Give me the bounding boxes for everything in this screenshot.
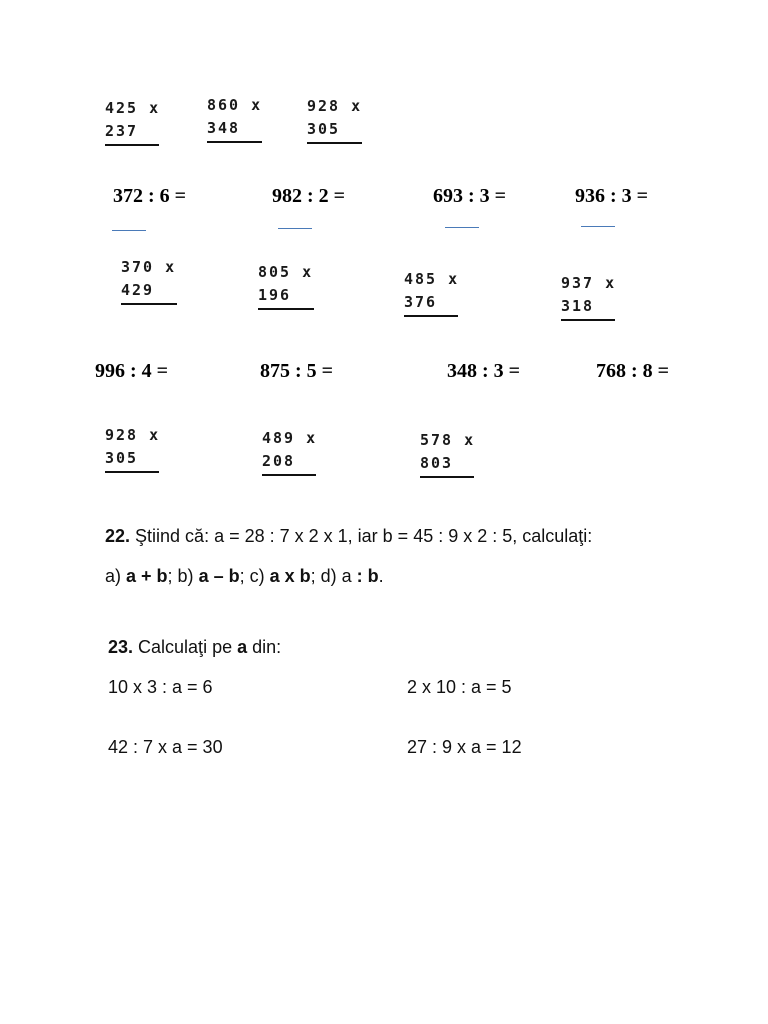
task-label: a) [105,566,127,586]
division-2-4: 768 : 8 = [596,360,670,382]
multiplicand: 425 x [105,99,161,117]
exercise-23-statement [108,637,281,658]
multiplicand: 937 x [561,274,617,292]
equation-4: 27 : 9 x a = 12 [407,737,522,757]
result-line [262,474,316,476]
answer-blank [445,227,479,228]
result-line [307,142,362,144]
task-expression: a + b [126,566,168,586]
multiplier: 803 [420,454,454,472]
multiplier: 348 [207,119,241,137]
statement-text: Calculaţi pe [133,637,238,657]
task-expression: : b [356,566,379,586]
multiplication-2-4 [561,272,615,321]
division-1-3: 693 : 3 = [433,185,507,207]
result-line [105,144,159,146]
multiplicand: 578 x [420,431,476,449]
task-label: ; d) a [310,566,357,586]
equation-2: 2 x 10 : a = 5 [407,677,512,697]
multiplication-2-1 [121,256,177,305]
multiplicand: 485 x [404,270,460,288]
multiplication-1-2 [207,94,262,143]
multiplier: 305 [105,449,139,467]
result-line [561,319,615,321]
result-line [420,476,474,478]
equation-1: 10 x 3 : a = 6 [108,677,213,697]
multiplication-3-1 [105,424,159,473]
exercise-22-statement [105,526,592,547]
exercise-22-tasks [105,566,384,587]
task-expression: a – b [198,566,240,586]
multiplier: 237 [105,122,139,140]
division-1-1: 372 : 6 = [113,185,187,207]
result-line [258,308,314,310]
multiplication-1-1 [105,97,159,146]
answer-blank [112,230,146,231]
division-2-3: 348 : 3 = [447,360,521,382]
exercise-number: 23. [108,637,134,657]
division-1-4: 936 : 3 = [575,185,649,207]
multiplicand: 928 x [307,97,363,115]
task-expression: a x b [269,566,311,586]
answer-blank [278,228,312,229]
multiplicand: 928 x [105,426,161,444]
answer-blank [581,226,615,227]
result-line [105,471,159,473]
multiplicand: 860 x [207,96,263,114]
multiplier: 208 [262,452,296,470]
division-2-1: 996 : 4 = [95,360,169,382]
division-1-2: 982 : 2 = [272,185,346,207]
statement-text: din: [247,637,282,657]
exercise-number: 22. [105,526,131,546]
statement-variable: a [237,637,248,657]
task-label: ; b) [167,566,199,586]
multiplier: 376 [404,293,438,311]
task-end: . [378,566,384,586]
equation-3: 42 : 7 x a = 30 [108,737,223,757]
result-line [207,141,262,143]
multiplication-2-3 [404,268,458,317]
multiplication-3-3 [420,429,474,478]
result-line [404,315,458,317]
multiplier: 196 [258,286,292,304]
multiplicand: 489 x [262,429,318,447]
division-2-2: 875 : 5 = [260,360,334,382]
multiplication-2-2 [258,261,314,310]
task-label: ; c) [239,566,270,586]
multiplicand: 370 x [121,258,177,276]
multiplier: 429 [121,281,155,299]
multiplicand: 805 x [258,263,314,281]
multiplication-1-3 [307,95,362,144]
multiplication-3-2 [262,427,316,476]
multiplier: 318 [561,297,595,315]
result-line [121,303,177,305]
statement-text: Ştiind că: a = 28 : 7 x 2 x 1, iar b = 45 : 9 x 2 : 5, calculaţi: [130,526,593,546]
multiplier: 305 [307,120,341,138]
